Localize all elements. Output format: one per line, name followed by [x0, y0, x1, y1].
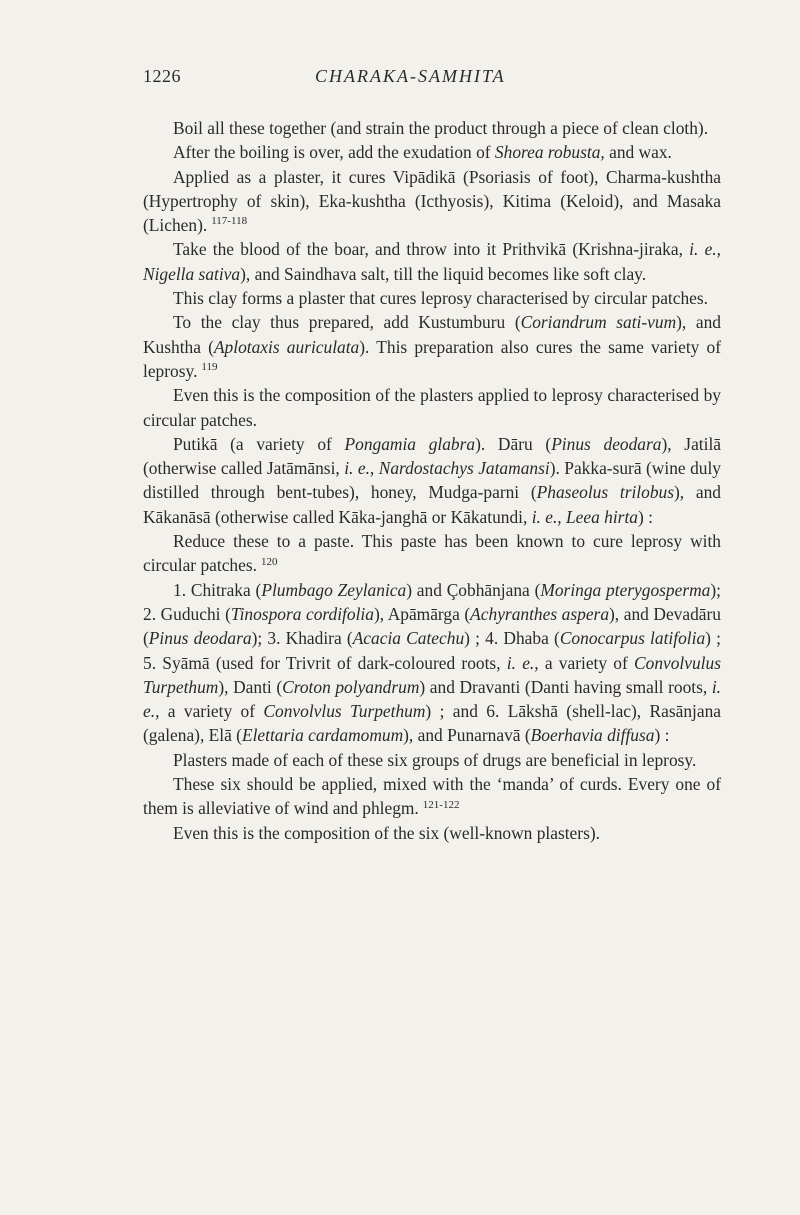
- text-segment: a variety of: [538, 652, 635, 673]
- italic-term: Conocarpus latifolia: [559, 628, 706, 649]
- paragraph: [143, 383, 721, 432]
- verse-reference: 120: [260, 555, 278, 568]
- text-segment: ); 2. Guduchi (: [143, 579, 721, 624]
- text-segment: Putikā (a variety of: [173, 433, 345, 454]
- text-segment: ) and Çobhānjana (: [406, 579, 541, 600]
- text-segment: ), and Kākanāsā (otherwise called Kāka-janghā or Kākatundi,: [143, 482, 721, 527]
- text-segment: ), Danti (: [218, 676, 283, 697]
- paragraph: [143, 529, 721, 578]
- paragraph: [143, 821, 721, 845]
- text-segment: Boil all these together (and strain the product through a piece of clean cloth).: [173, 118, 709, 138]
- paragraph: [143, 165, 721, 238]
- italic-term: Pinus deodara: [148, 628, 252, 649]
- italic-term: Phaseolus trilobus: [536, 482, 674, 503]
- paragraph: [143, 578, 721, 748]
- italic-term: Achyranthes aspera: [470, 603, 610, 624]
- text-segment: ) :: [637, 506, 653, 527]
- text-segment: Applied as a plaster, it cures Vipādikā (Psoriasis of foot), Charma-kushtha (Hypertrophy of skin), Eka-kushtha (Icthyosis), Kitima (Keloid), and Masaka (Lichen).: [143, 166, 721, 236]
- text-segment: Reduce these to a paste. This paste has been known to cure leprosy with circular patches.: [143, 531, 721, 576]
- paragraph: [143, 237, 721, 286]
- text-segment: 1. Chitraka (: [173, 579, 262, 600]
- text-segment: and wax.: [604, 142, 672, 163]
- italic-term: Shorea robusta,: [494, 142, 605, 163]
- verse-reference: 117-118: [211, 215, 248, 228]
- paragraph: [143, 772, 721, 821]
- italic-term: i. e., Nardostachys Jatamansi: [344, 458, 550, 479]
- italic-term: i. e.,: [143, 676, 721, 722]
- text-segment: ). Dāru (: [475, 433, 552, 454]
- text-segment: ) :: [654, 725, 670, 746]
- text-segment: ) ; 5. Syāmā (used for Trivrit of dark-coloured roots,: [143, 628, 721, 673]
- paragraph: [143, 310, 721, 383]
- italic-term: Moringa pterygosperma: [540, 579, 711, 600]
- paragraph: [143, 116, 721, 140]
- italic-term: Pinus deodara: [551, 433, 662, 454]
- text-segment: This clay forms a plaster that cures leprosy characterised by circular patches.: [173, 288, 709, 309]
- verse-reference: 121-122: [422, 798, 460, 811]
- running-title: CHARAKA-SAMHITA: [315, 66, 506, 86]
- paragraph: [143, 140, 721, 164]
- text-segment: ), and Kushtha (: [143, 312, 722, 357]
- italic-term: Plumbago Zeylanica: [261, 579, 407, 600]
- text-segment: After the boiling is over, add the exudation of: [173, 142, 495, 163]
- italic-term: Boerhavia diffusa: [530, 725, 655, 746]
- text-segment: Even this is the composition of the six (well-known plasters).: [173, 822, 600, 843]
- paragraph: [143, 286, 721, 310]
- text-segment: ), and Saindhava salt, till the liquid becomes like soft clay.: [240, 263, 647, 284]
- text-segment: These six should be applied, mixed with the ‘manda’ of curds. Every one of them is alleviative of wind and phlegm.: [143, 774, 721, 819]
- text-segment: ), and Devadāru (: [143, 603, 721, 649]
- italic-term: Acacia Catechu: [352, 628, 465, 649]
- italic-term: i. e., Leea hirta: [531, 506, 638, 527]
- italic-term: i. e.,: [506, 652, 539, 673]
- paragraph: [143, 432, 721, 529]
- text-segment: ) and Dravanti (Danti having small roots,: [419, 676, 712, 697]
- text-segment: To the clay thus prepared, add Kustumburu (: [173, 312, 521, 333]
- text-segment: ). This preparation also cures the same variety of leprosy.: [143, 336, 722, 381]
- text-segment: ), Jatilā (otherwise called Jatāmānsi,: [143, 433, 722, 479]
- italic-term: Convolvulus Turpethum: [143, 652, 721, 697]
- text-segment: ), and Punarnavā (: [403, 725, 531, 746]
- text-segment: ), Apāmārga (: [373, 603, 471, 624]
- verse-reference: 119: [201, 361, 218, 374]
- italic-term: Elettaria cardamomum: [241, 725, 404, 746]
- text-segment: ); 3. Khadira (: [251, 628, 353, 649]
- text-segment: Take the blood of the boar, and throw into it Prithvikā (Krishna-jiraka,: [173, 239, 690, 260]
- italic-term: i. e., Nigella sativa: [143, 239, 721, 284]
- italic-term: Pongamia glabra: [344, 433, 476, 454]
- italic-term: Croton polyandrum: [282, 676, 420, 697]
- text-segment: a variety of: [159, 701, 264, 722]
- body-text: [143, 116, 721, 845]
- italic-term: Convolvlus Turpethum: [263, 701, 426, 722]
- page-header: [143, 66, 723, 92]
- text-segment: Even this is the composition of the plasters applied to leprosy characterised by circular patches.: [143, 385, 721, 430]
- italic-term: Tinospora cordifolia: [230, 603, 374, 624]
- page-number: 1226: [143, 66, 181, 86]
- paragraph: [143, 748, 721, 772]
- text-segment: Plasters made of each of these six groups of drugs are beneficial in leprosy.: [173, 749, 697, 770]
- italic-term: Coriandrum sati-vum: [520, 312, 677, 333]
- text-segment: ). Pakka-surā (wine duly distilled through bent-tubes), honey, Mudga-parni (: [143, 458, 721, 503]
- text-segment: ) ; 4. Dhaba (: [464, 628, 560, 649]
- italic-term: Aplotaxis auriculata: [213, 336, 360, 357]
- text-segment: ) ; and 6. Lākshā (shell-lac), Rasānjana (galena), Elā (: [143, 701, 721, 746]
